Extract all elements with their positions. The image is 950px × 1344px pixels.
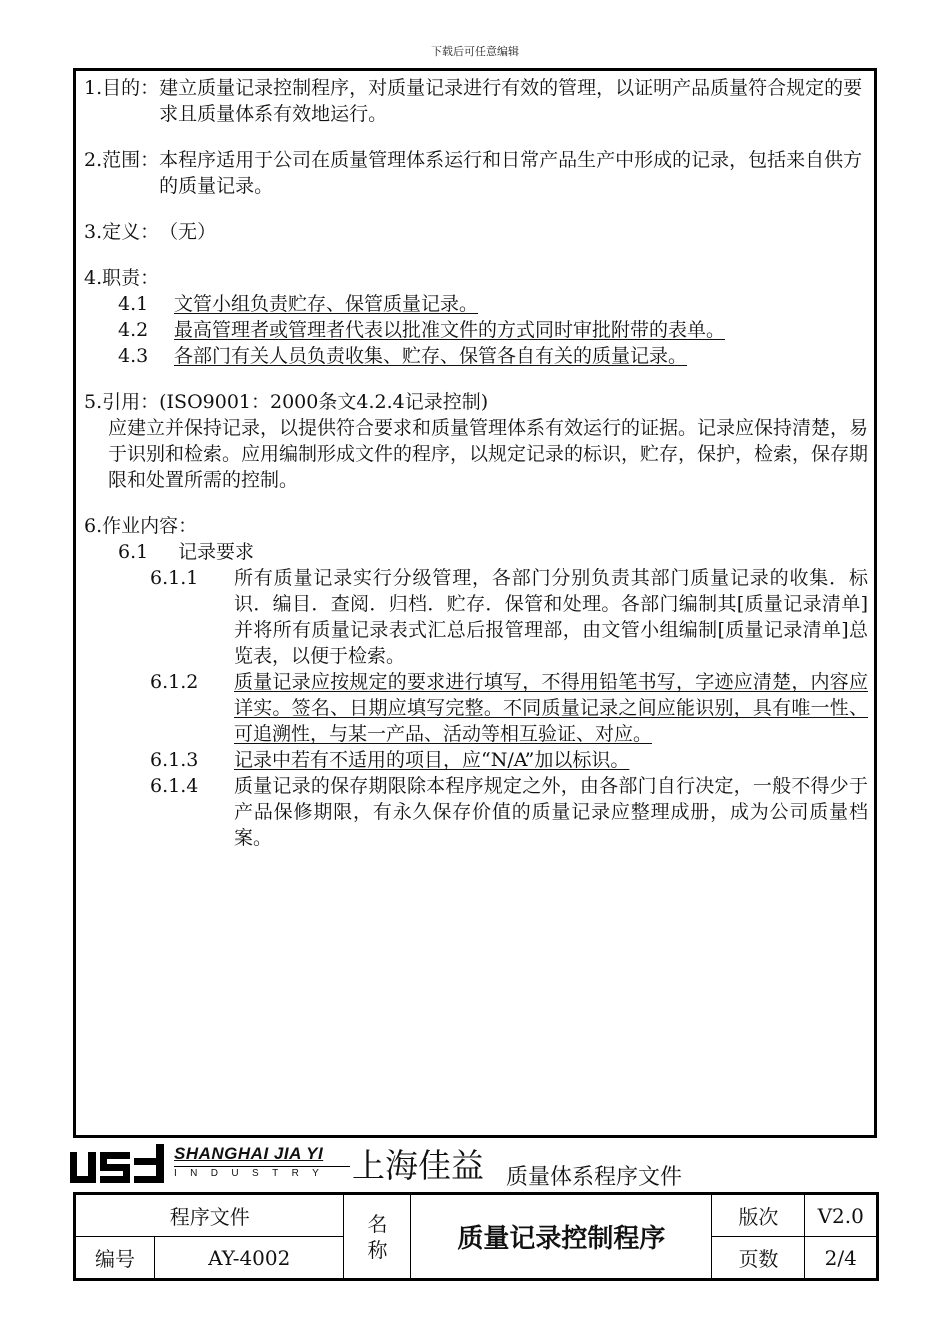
item-number: 6.1.3 xyxy=(150,749,199,771)
subsection-number: 6.1 xyxy=(118,541,149,563)
section-label: 5.引用： xyxy=(84,391,160,413)
document-series-title: 质量体系程序文件 xyxy=(506,1165,683,1190)
item-number: 4.2 xyxy=(118,319,149,341)
name-label-cell xyxy=(344,1194,411,1280)
item-number: 6.1.4 xyxy=(150,775,199,797)
item-number: 4.3 xyxy=(118,345,149,367)
reference-standard: (ISO9001：2000条文4.2.4记录控制) xyxy=(159,391,489,413)
item-text: 所有质量记录实行分级管理，各部门分别负责其部门质量记录的收集．标识．编目．查阅．归档．贮存．保管和处理。各部门编制其[质量记录清单]并将所有质量记录表式汇总后报管理部，由文管小组编制[质量记录清单]总览表，以便于检索。 xyxy=(234,567,868,667)
section-purpose xyxy=(84,75,868,127)
page-value: 2/4 xyxy=(805,1237,878,1280)
usj-logo-icon xyxy=(70,1144,170,1188)
doc-type-cell: 程序文件 xyxy=(75,1194,344,1237)
section-label: 2.范围： xyxy=(84,149,160,171)
name-label-2: 称 xyxy=(367,1237,388,1262)
item-text: 质量记录应按规定的要求进行填写，不得用铅笔书写，字迹应清楚，内容应详实。签名、日期应填写完整。不同质量记录之间应能识别，具有唯一性、可追溯性，与某一产品、活动等相互验证、对应。 xyxy=(234,671,868,745)
top-note: 下载后可任意编辑 xyxy=(431,45,519,58)
list-item xyxy=(84,291,868,317)
item-text: 记录中若有不适用的项目，应“N/A”加以标识。 xyxy=(234,749,630,771)
section-scope xyxy=(84,147,868,199)
number-label: 编号 xyxy=(75,1237,155,1280)
logo-english-name: SHANGHAI JIA YI xyxy=(174,1144,324,1163)
section-text: 建立质量记录控制程序，对质量记录进行有效的管理，以证明产品质量符合规定的要求且质量体系有效地运行。 xyxy=(159,77,863,125)
document-frame xyxy=(73,68,877,1138)
section-text: （无） xyxy=(159,221,217,243)
list-item xyxy=(84,747,868,773)
version-value: V2.0 xyxy=(805,1194,878,1237)
name-label-1: 名 xyxy=(367,1211,388,1236)
list-item xyxy=(84,343,868,369)
item-text: 质量记录的保存期限除本程序规定之外，由各部门自行决定，一般不得少于产品保修期限，有永久保存价值的质量记录应整理成册，成为公司质量档案。 xyxy=(234,775,868,849)
section-label: 3.定义： xyxy=(84,221,160,243)
item-number: 6.1.1 xyxy=(150,567,199,589)
company-logo-banner xyxy=(70,1140,880,1192)
logo-english xyxy=(174,1144,350,1179)
section-operation xyxy=(84,513,868,851)
number-value: AY-4002 xyxy=(155,1237,344,1280)
document-content xyxy=(84,75,868,871)
list-item xyxy=(84,773,868,851)
list-item xyxy=(84,317,868,343)
document-info-table xyxy=(73,1192,879,1281)
item-text: 最高管理者或管理者代表以批准文件的方式同时审批附带的表单。 xyxy=(174,319,726,341)
section-label: 6.作业内容： xyxy=(84,515,198,537)
section-reference xyxy=(84,389,868,493)
logo-chinese-name: 上海佳益 xyxy=(352,1146,484,1185)
subsection-heading xyxy=(84,539,868,565)
item-number: 4.1 xyxy=(118,293,149,315)
version-label: 版次 xyxy=(712,1194,805,1237)
section-responsibility xyxy=(84,265,868,369)
subsection-title: 记录要求 xyxy=(178,541,255,563)
section-text: 本程序适用于公司在质量管理体系运行和日常产品生产中形成的记录，包括来自供方的质量记录。 xyxy=(159,149,863,197)
list-item xyxy=(84,565,868,669)
list-item xyxy=(84,669,868,747)
item-text: 各部门有关人员负责收集、贮存、保管各自有关的质量记录。 xyxy=(174,345,688,367)
item-text: 文管小组负责贮存、保管质量记录。 xyxy=(174,293,479,315)
section-label: 4.职责： xyxy=(84,267,160,289)
section-label: 1.目的： xyxy=(84,77,160,99)
section-text: 应建立并保持记录，以提供符合要求和质量管理体系有效运行的证据。记录应保持清楚，易于识别和检索。应用编制形成文件的程序，以规定记录的标识，贮存，保护，检索，保存期限和处置所需的控制。 xyxy=(108,417,869,491)
section-definition xyxy=(84,219,868,245)
page-label: 页数 xyxy=(712,1237,805,1280)
document-title: 质量记录控制程序 xyxy=(411,1194,712,1280)
item-number: 6.1.2 xyxy=(150,671,199,693)
logo-english-industry: INDUSTRY xyxy=(174,1166,350,1179)
